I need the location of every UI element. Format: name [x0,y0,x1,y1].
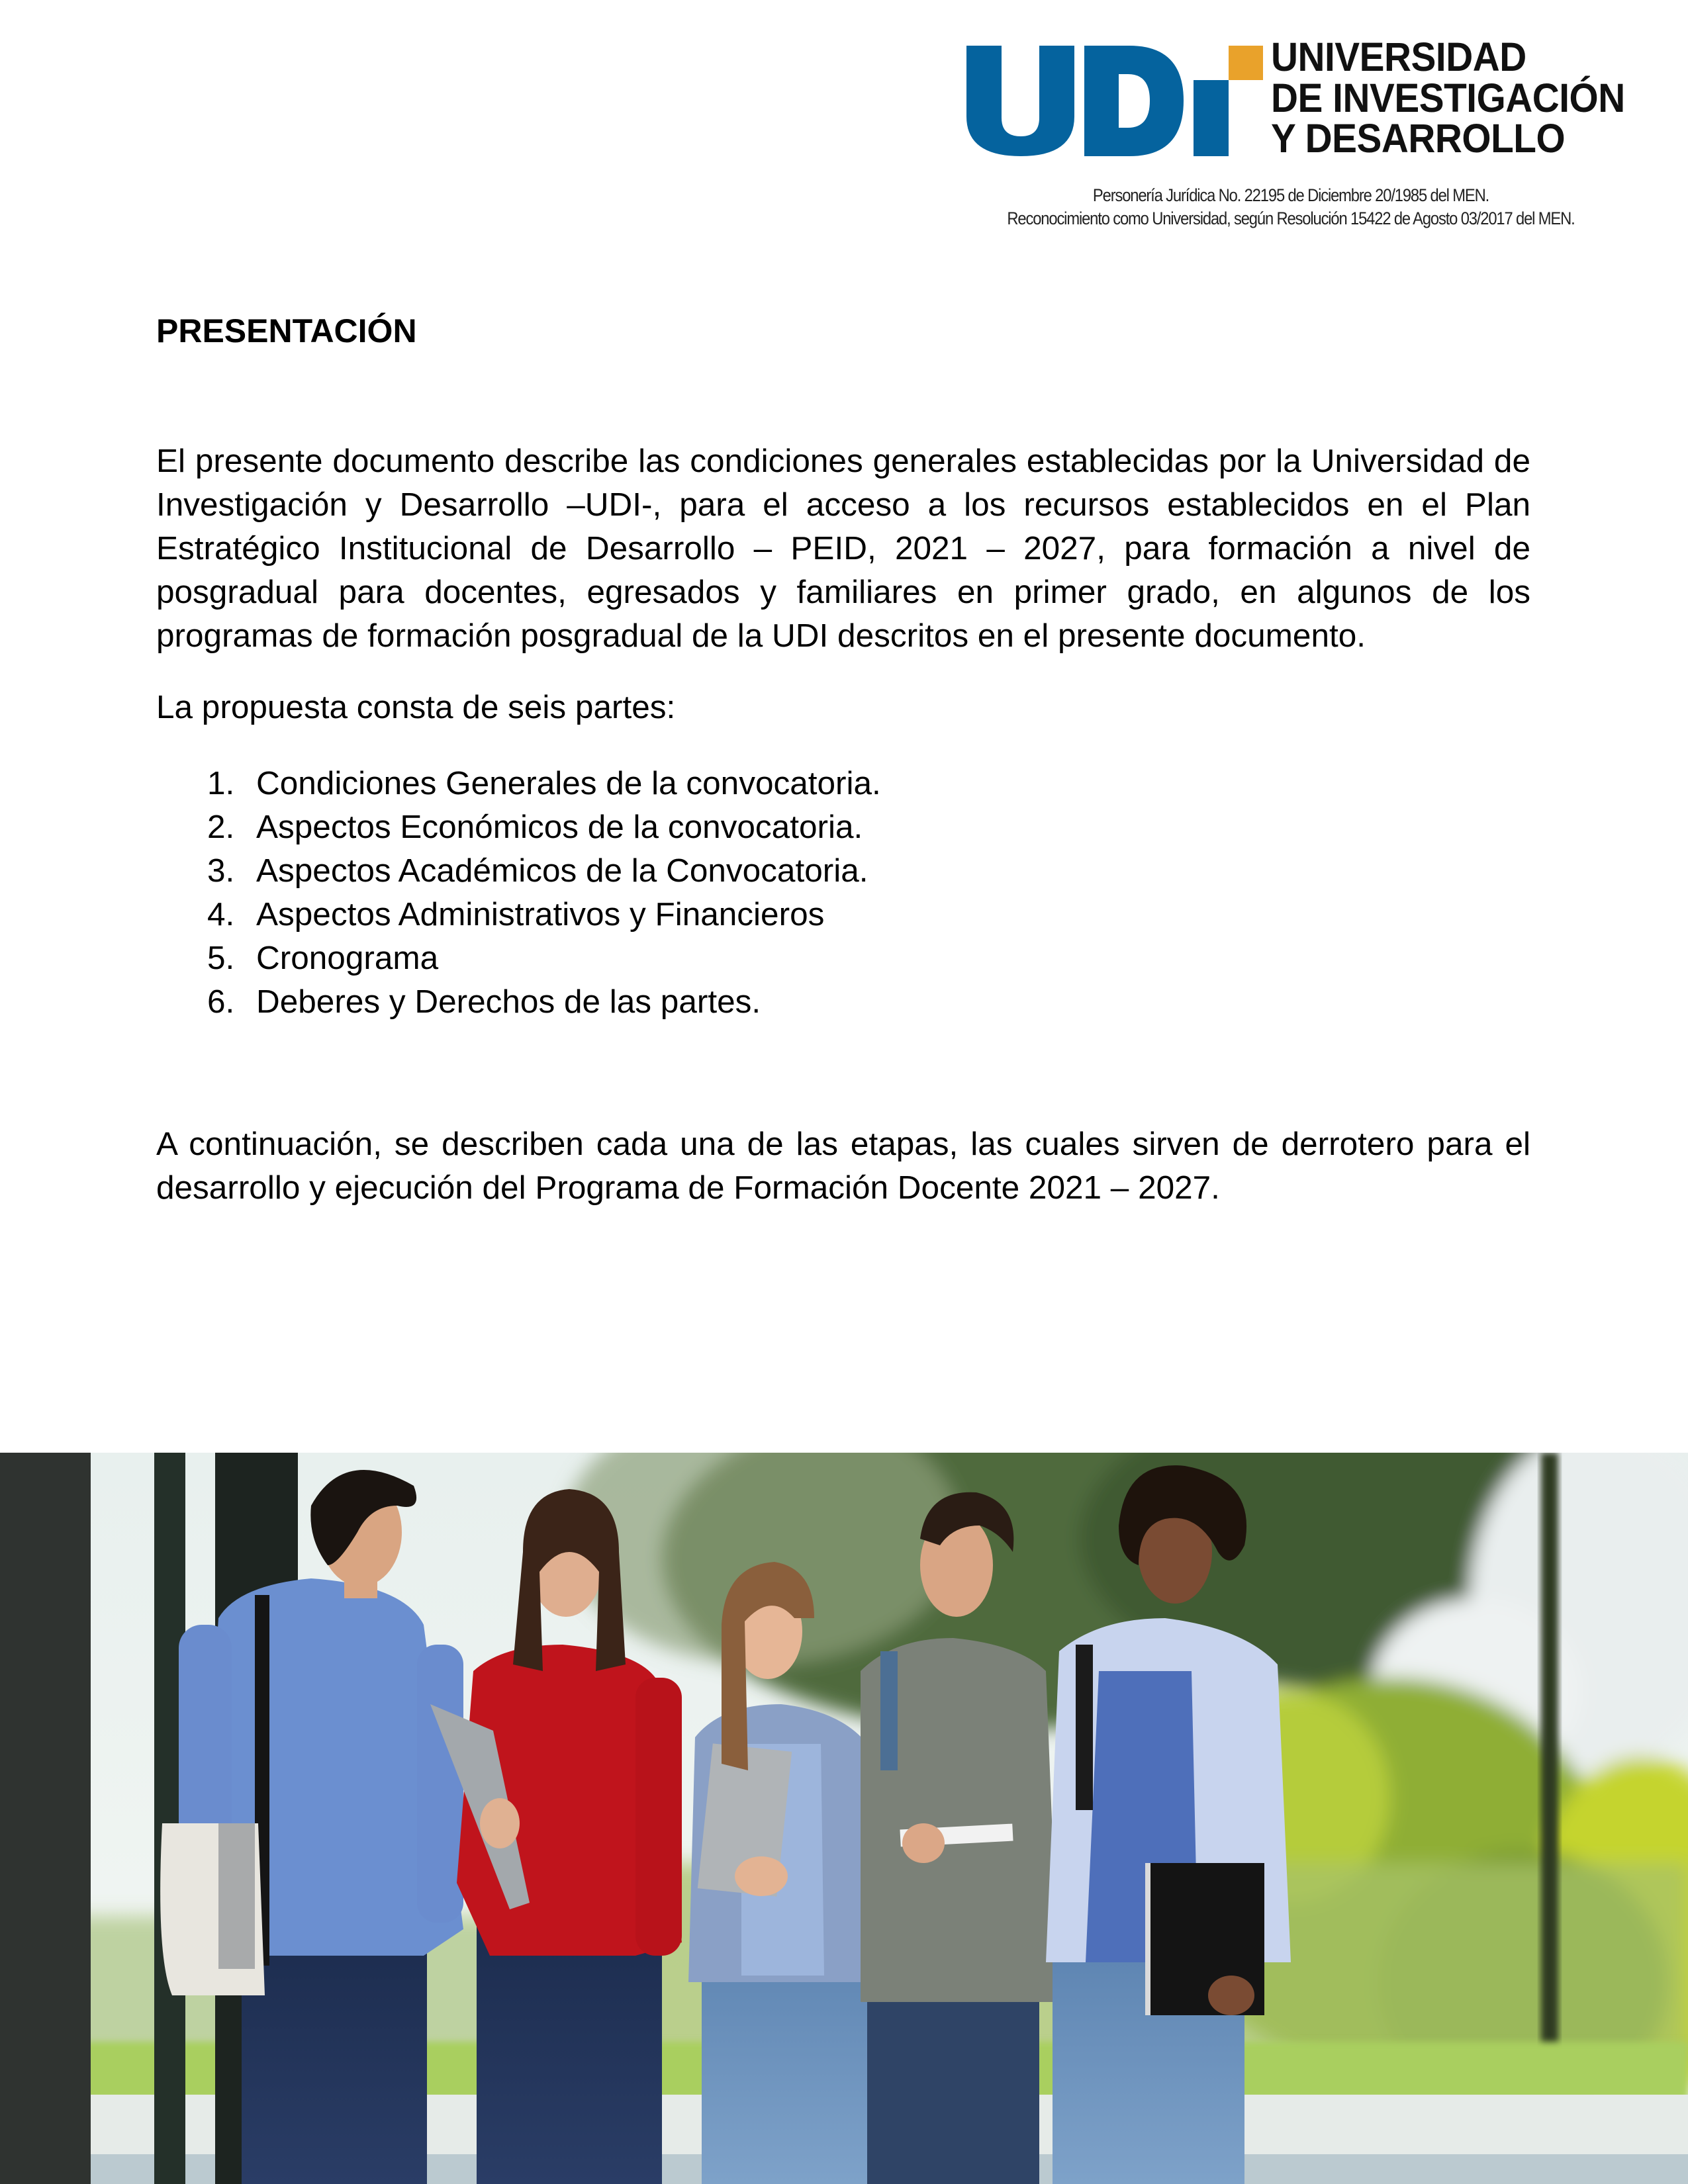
legal-line-1: Personería Jurídica No. 22195 de Diciembre 20/1985 del MEN. [1092,185,1489,205]
list-label: Aspectos Académicos de la Convocatoria. [256,852,868,889]
parts-lead-text: La propuesta consta de seis partes: [156,689,676,725]
intro-paragraph: El presente documento describe las condiciones generales establecidas por la Universidad de Investigación y Desarrollo –UDI-, para el acceso a los recursos establecidos en el Plan Estratégico Institucional de Desarrollo – PEID, 2021 – 2027, para formación a nivel de posgradual para docentes, egresados y familiares en primer grado, en algunos de los programas de formación posgradual de la UDI descritos en el presente documento. [156,443,1530,654]
list-number: 4. [207,896,235,933]
list-label: Cronograma [256,940,439,976]
students-photo [0,1453,1688,2184]
list-item [156,893,881,936]
list-number: 3. [207,852,235,889]
list-item [156,805,881,849]
list-number: 5. [207,940,235,976]
list-label: Aspectos Económicos de la convocatoria. [256,809,863,845]
university-name [1271,34,1625,161]
list-label: Deberes y Derechos de las partes. [256,983,761,1020]
list-number: 6. [207,983,235,1020]
list-label: Aspectos Administrativos y Financieros [256,896,825,933]
list-number: 2. [207,809,235,845]
list-item [156,936,881,980]
legal-notice [953,184,1628,230]
legal-line-2: Reconocimiento como Universidad, según Resolución 15422 de Agosto 03/2017 del MEN. [1007,208,1575,228]
wordmark-line-1: UNIVERSIDAD [1271,34,1526,79]
list-item [156,762,881,805]
page-title: PRESENTACIÓN [156,312,417,349]
list-item [156,849,881,893]
wordmark-line-3: Y DESARROLLO [1271,116,1566,161]
udi-monogram-icon [965,44,1263,158]
wordmark-line-2: DE INVESTIGACIÓN [1271,75,1625,120]
list-item [156,980,881,1024]
parts-list [156,762,881,1024]
list-label: Condiciones Generales de la convocatoria. [256,765,881,801]
students-walking-illustration [0,1453,1688,2184]
outro-paragraph: A continuación, se describen cada una de las etapas, las cuales sirven de derrotero para el desarrollo y ejecución del Programa de Formación Docente 2021 – 2027. [156,1126,1530,1206]
list-number: 1. [207,765,235,801]
